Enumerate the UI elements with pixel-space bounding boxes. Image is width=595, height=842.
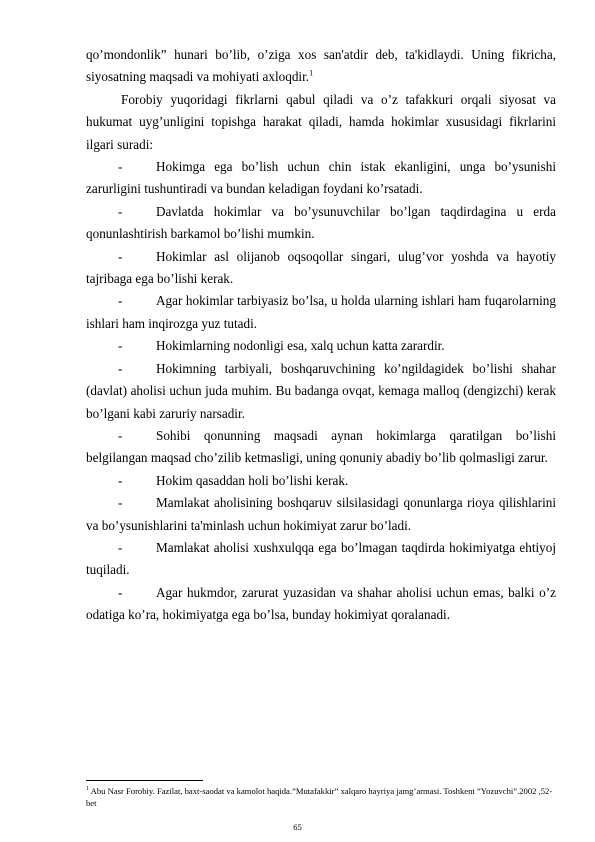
list-item-text: Davlatda hokimlar va bo’ysunuvchilar bo’lgan taqdirdagina u erda qonunlashtirish barkamol bo’lishi mumkin. <box>86 203 556 242</box>
paragraph-forobiy: Forobiy yuqoridagi fikrlarni qabul qiladi va o’z tafakkuri orqali siyosat va hukumat uyg’unligini topishga harakat qiladi, hamda hokimlar xususidagi fikrlarini ilgari suradi: <box>86 91 556 152</box>
list-bullet: - <box>118 203 123 219</box>
list-bullet: - <box>118 293 123 309</box>
paragraph-intro-text: qo’mondonlik” hunari bo’lib, o’ziga xos san'atdir deb, ta'kidlaydi. Uning fikricha, siyosatning maqsadi va mohiyati axloqdir. <box>86 47 556 85</box>
page-body <box>86 44 556 627</box>
list-item-text: Mamlakat aholisi xushxulqqa ega bo’lmagan taqdirda hokimiyatga ehtiyoj tuqiladi. <box>86 539 556 578</box>
list-bullet: - <box>118 495 123 511</box>
list-bullet: - <box>118 427 123 443</box>
list-item <box>86 201 556 246</box>
paragraph-intro <box>86 44 556 89</box>
list-item-text: Hokimlar asl olijanob oqsoqollar singari, ulug’vor yoshda va hayotiy tajribaga ega bo’lishi kerak. <box>86 248 556 287</box>
list-item <box>86 537 556 582</box>
list-bullet: - <box>118 360 123 376</box>
footnote-number: 1 <box>86 786 89 793</box>
list-item <box>86 335 556 357</box>
list-bullet: - <box>118 338 123 354</box>
list-item-text: Hokimga ega bo’lish uchun chin istak ekanligini, unga bo’ysunishi zarurligini tushuntiradi va bundan keladigan foydani ko’rsatadi. <box>86 159 556 197</box>
footnote-text: Abu Nasr Forobiy. Fazilat, baxt-saodat va kamolot haqida.”Mutafakkir” xalqaro hayriya jamg’armasi. Toshkent ”Yozuvchi”.2002 ,52-bet <box>86 786 553 808</box>
footnote-divider <box>86 780 203 781</box>
list-item-text: Hokim qasaddan holi bo’lishi kerak. <box>156 472 349 488</box>
list-item <box>86 246 556 291</box>
list-item <box>86 290 556 335</box>
list-item <box>86 582 556 627</box>
footnote-reference: 1 <box>309 69 314 79</box>
list-bullet: - <box>118 472 123 488</box>
list-item <box>86 358 556 425</box>
list-bullet: - <box>118 159 123 175</box>
list-bullet: - <box>118 539 123 555</box>
hokimlar-list <box>86 156 556 627</box>
list-item-text: Agar hokimlar tarbiyasiz bo’lsa, u holda ularning ishlari ham fuqarolarning ishlari ham inqirozga yuz tutadi. <box>86 293 556 331</box>
list-item <box>86 492 556 537</box>
list-item-text: Mamlakat aholisining boshqaruv silsilasidagi qonunlarga rioya qilishlarini va bo’ysunishlarini ta'minlash uchun hokimiyat zarur bo’ladi. <box>86 495 556 533</box>
list-item <box>86 425 556 470</box>
list-item <box>86 156 556 201</box>
list-item-text: Sohibi qonunning maqsadi aynan hokimlarga qaratilgan bo’lishi belgilangan maqsad cho’zilib ketmasligi, uning qonuniy abadiy bo’lib qolmasligi zarur. <box>86 427 556 466</box>
list-item-text: Hokimlarning nodonligi esa, xalq uchun katta zarardir. <box>156 338 445 354</box>
list-item-text: Agar hukmdor, zarurat yuzasidan va shahar aholisi uchun emas, balki o’z odatiga ko’ra, hokimiyatga ega bo’lsa, bunday hokimiyat qoralanadi. <box>86 584 556 623</box>
list-bullet: - <box>118 248 123 264</box>
page-number: 65 <box>293 822 302 832</box>
list-bullet: - <box>118 584 123 600</box>
list-item-text: Hokimning tarbiyali, boshqaruvchining ko’ngildagidek bo’lishi shahar (davlat) aholisi uchun juda muhim. Bu badanga ovqat, kemaga malloq (dengizchi) kerak bo’lgani kabi zaruriy narsadir. <box>86 360 556 421</box>
footnote <box>86 785 556 809</box>
list-item <box>86 470 556 492</box>
